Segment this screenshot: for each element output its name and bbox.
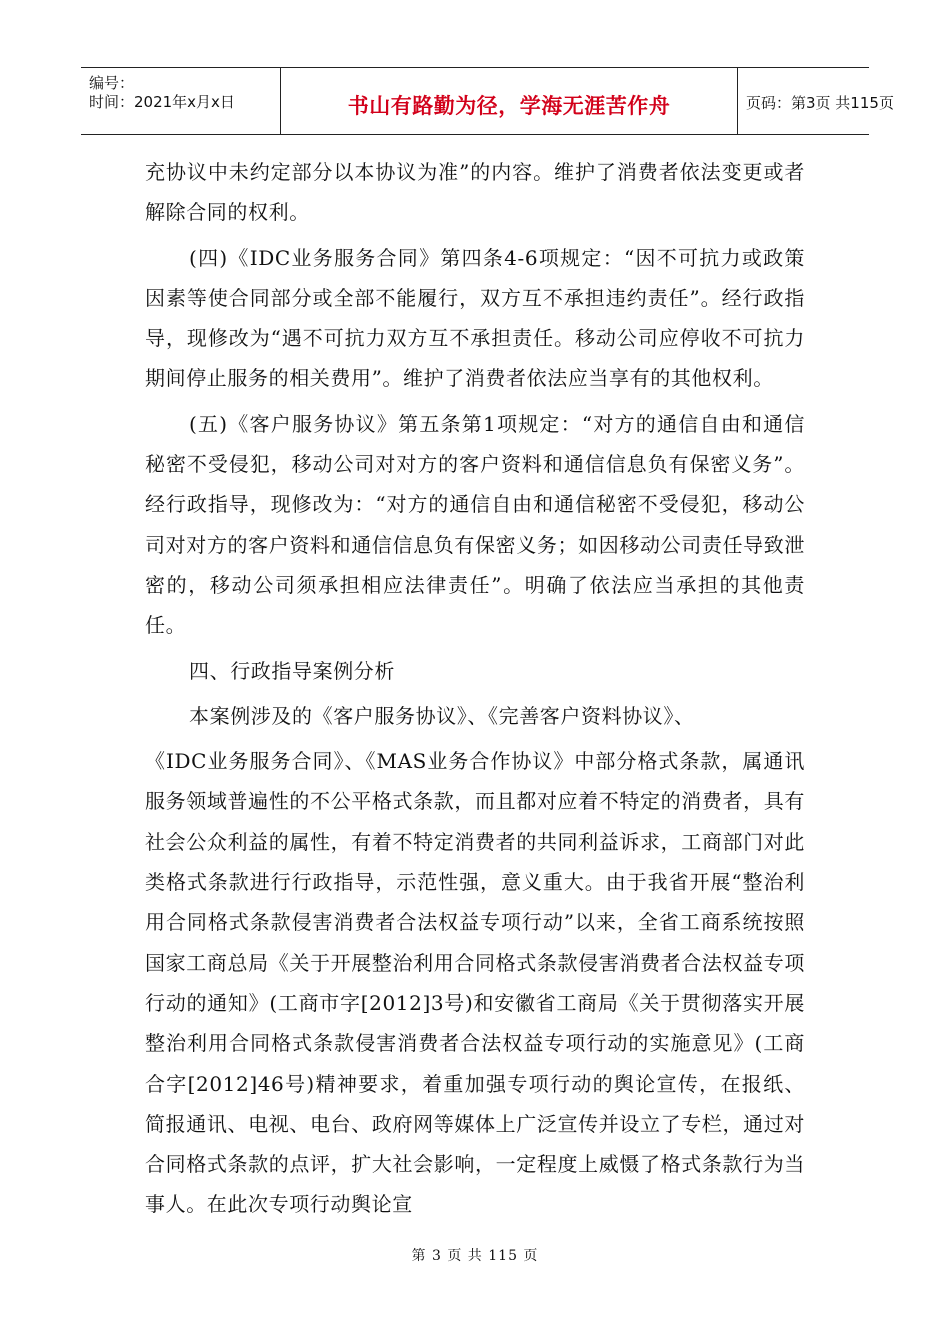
paragraph-3: (五)《客户服务协议》第五条第1项规定：“对方的通信自由和通信秘密不受侵犯，移动公司对对方的客户资料和通信信息负有保密义务”。经行政指导，现修改为：“对方的通信自由和通信秘密不受侵犯，移动公司对对方的客户资料和通信信息负有保密义务；如因移动公司责任导致泄密的，移动公司须承担相应法律责任”。明确了依法应当承担的其他责任。 — [145, 411, 805, 638]
motto-text: 书山有路勤为径，学海无涯苦作舟 — [347, 94, 671, 118]
paragraph-1: 充协议中未约定部分以本协议为准”的内容。维护了消费者依法变更或者解除合同的权利。 — [145, 160, 805, 225]
paragraph-5: 《IDC业务服务合同》、《MAS业务合作协议》中部分格式条款，属通讯服务领域普遍性的不公平格式条款，而且都对应着不特定的消费者，具有社会公众利益的属性，有着不特定消费者的共同利益诉求，工商部门对此类格式条款进行行政指导，示范性强，意义重大。由于我省开展“整治利用合同格式条款侵害消费者合法权益专项行动”以来，全省工商系统按照国家工商总局《关于开展整治利用合同格式条款侵害消费者合法权益专项行动的通知》(工商市字[2012]3号)和安徽省工商局《关于贯彻落实开展整治利用合同格式条款侵害消费者合法权益专项行动的实施意见》(工商合字[2012]46号)精神要求，着重加强专项行动的舆论宣传，在报纸、简报通讯、电视、电台、政府网等媒体上广泛宣传并设立了专栏，通过对合同格式条款的点评，扩大社会影响，一定程度上威慑了格式条款行为当事人。在此次专项行动舆论宣 — [145, 749, 805, 1217]
document-body — [145, 152, 805, 1225]
header-table — [81, 67, 894, 135]
paragraph-2: (四)《IDC业务服务合同》第四条4-6项规定：“因不可抗力或政策因素等使合同部分或全部不能履行，双方互不承担违约责任”。经行政指导，现修改为“遇不可抗力双方互不承担责任。移动公司应停收不可抗力期间停止服务的相关费用”。维护了消费者依法应当享有的其他权利。 — [145, 245, 805, 391]
page-footer: 第 3 页 共 115 页 — [411, 1248, 539, 1264]
header-motto-cell — [281, 68, 738, 134]
header-meta-cell — [81, 68, 281, 134]
header-page-cell — [738, 68, 894, 134]
section-heading: 四、行政指导案例分析 — [189, 658, 395, 683]
header-page-info: 页码：第3页 共115页 — [746, 94, 894, 112]
doc-number-label: 编号： — [89, 74, 135, 92]
paragraph-4: 本案例涉及的《客户服务协议》、《完善客户资料协议》、 — [189, 703, 695, 728]
doc-date-label: 时间：2021年x月x日 — [89, 93, 235, 111]
